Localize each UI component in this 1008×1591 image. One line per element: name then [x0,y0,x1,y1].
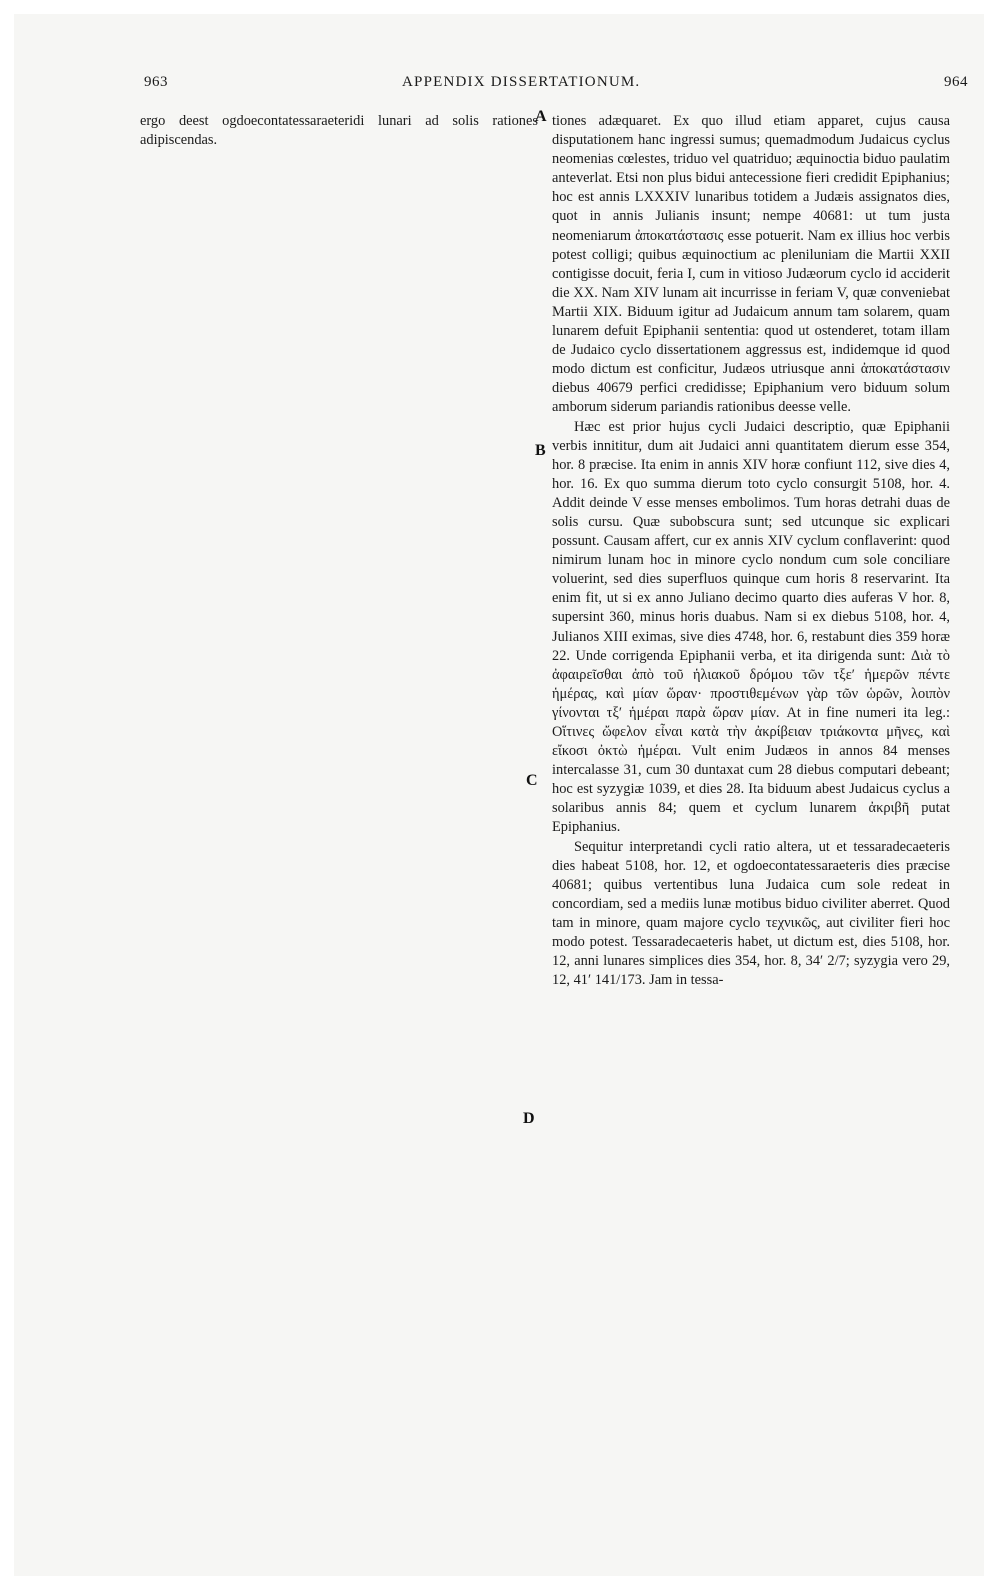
page-number-left: 963 [144,74,168,90]
margin-marker-d: D [523,1110,535,1127]
paragraph: ergo deest ogdoecontatessaraeteridi lunari ad solis rationes adipiscendas. [140,113,538,149]
left-column [140,112,538,150]
paragraph: Sequitur interpretandi cycli ratio altera, ut et tessaradecaeteris dies habeat 5108, hor. 12, et ogdoecontatessaraeteris dies præcise 40681; quibus vertentibus luna Judaica cum sole redeat in concordiam, sed a mediis lunæ motibus biduo civiliter aberret. Quod tam in minore, quam majore cyclo τεχνικῶς, aut civiliter fieri hoc modo potest. Tessaradecaeteris habet, ut dictum est, dies 5108, hor. 12, anni lunares simplices dies 354, hor. 8, 34′ 2/7; syzygia vero 29, 12, 41′ 141/173. Jam in tessa- [552,838,950,989]
right-column [552,112,950,990]
book-page [14,14,984,1576]
running-title: APPENDIX DISSERTATIONUM. [402,74,641,90]
paragraph: tiones adæquaret. Ex quo illud etiam apparet, cujus causa disputationem hanc ingressi sumus; quemadmodum Judaicus cyclus neomenias cœlestes, triduo vel quatriduo; æquinoctia biduo paulatim anteverlat. Etsi non plus bidui antecessione fieri credidit Epiphanius; hoc est annis LXXXIV lunaribus totidem a Judæis assignatos dies, quot in annis Julianis insunt; nempe 40681: ut tum justa neomeniarum ἀποκατάστασις esse potuerit. Nam ex illius hoc verbis potest colligi; quibus æquinoctium ac pleniluniam die Martii XXII contigisse docuit, feria I, cum in vitioso Judæorum cyclo id acciderit die XX. Nam XIV lunam ait incurrisse in feriam V, quæ conveniebat Martii XIX. Biduum igitur ad Judaicum annum tam solarem, quam lunarem defuit Epiphanii sententia: quod ut ostenderet, totam illam de Judaico cyclo dissertationem aggressus est, indidemque id quod modo dictum est conficitur, Judæos utriusque anni ἀποκατάστασιν diebus 40679 perfici credidisse; Epiphanium vero biduum solum amborum siderum pariandis rationibus deesse velle. [552,113,950,416]
page-number-right: 964 [944,74,968,90]
paragraph: Hæc est prior hujus cycli Judaici descriptio, quæ Epiphanii verbis innititur, dum ait Judaici anni quantitatem dierum esse 354, hor. 8 præcise. Ita enim in annis XIV horæ confiunt 112, sive dies 4, hor. 16. Ex quo summa dierum toto cyclo consurgit 5108, hor. 4. Addit deinde V esse menses embolimos. Tum horas detrahi duas de solis cursu. Quæ subobscura sunt; sed utcunque sic explicari possunt. Causam affert, cur ex annis XIV cyclum conflaverint: quod nimirum lunam hoc in minore cyclo nondum cum sole conciliare voluerint, sed dies superfluos quinque cum horis 8 reservarint. Ita enim fit, ut si ex anno Juliano decimo quarto dies auferas V hor. 8, supersint 360, minus horis duabus. Nam si ex diebus 5108, hor. 4, Julianos XIII eximas, sive dies 4748, hor. 6, restabunt dies 359 horæ 22. Unde corrigenda Epiphanii verba, et ita dirigenda sunt: Διὰ τὸ ἀφαιρεῖσθαι ἀπὸ τοῦ ἡλιακοῦ δρόμου τῶν τξε′ ἡμερῶν πέντε ἡμέρας, καὶ μίαν ὥραν· προστιθεμένων γὰρ τῶν ὡρῶν, λοιπὸν γίνονται τξ′ ἡμέραι παρὰ ὥραν μίαν. At in fine numeri ita leg.: Οἵτινες ὤφελον εἶναι κατὰ τὴν ἀκρίβειαν τριάκοντα μῆνες, καὶ εἴκοσι ὀκτὼ ἡμέραι. Vult enim Judæos in annos 84 menses intercalasse 31, cum 30 duntaxat cum 28 diebus computari debeant; hoc est syzygiæ 1039, et dies 28. Ita biduum abest Judaicus cyclus a solaribus annis 84; quem et cyclum lunarem ἀκριβῆ putat Epiphanius. [552,418,950,836]
margin-marker-c: C [526,772,538,789]
margin-marker-a: A [535,108,547,125]
margin-marker-b: B [535,442,546,459]
